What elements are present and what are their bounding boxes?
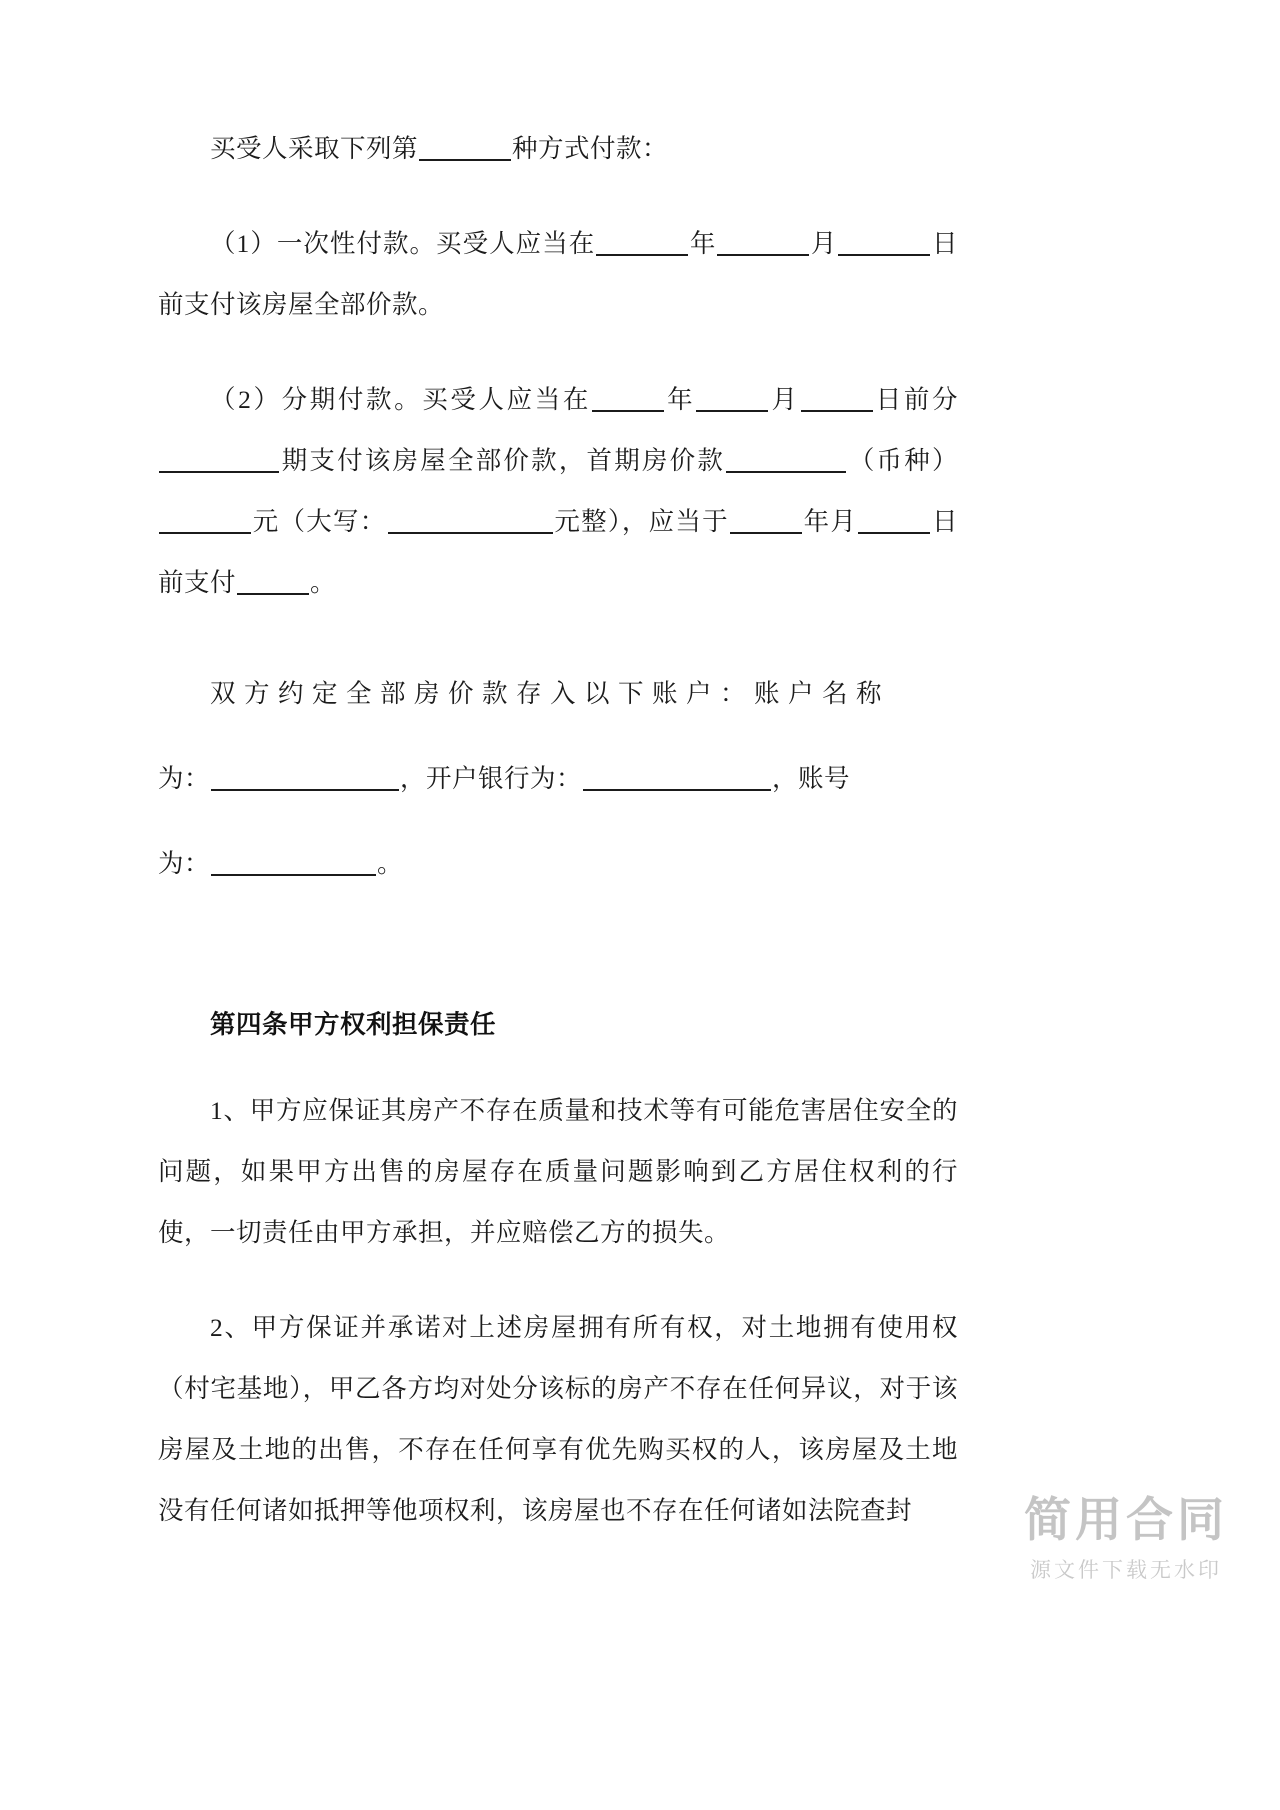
spacer [158, 359, 958, 369]
blank-item2-day[interactable] [801, 388, 873, 412]
item2-seg1: （2）分期付款。买受人应当在 [210, 385, 592, 414]
account-seg5: 为： [158, 849, 211, 878]
blank-item2-currency-amount[interactable] [159, 510, 251, 534]
account-seg1: 双方约定全部房价款存入以下账户：账户名称 [210, 679, 891, 708]
item2-seg3: 月 [769, 385, 800, 414]
blank-item2-year[interactable] [592, 388, 664, 412]
paragraph-item-1 [158, 213, 958, 335]
paragraph-payment-method [158, 118, 958, 179]
paragraph-account-line2 [158, 748, 958, 809]
spacer [158, 203, 958, 213]
spacer [158, 918, 958, 962]
payment-method-tail: 种方式付款： [512, 134, 669, 163]
paragraph-account-line3 [158, 833, 958, 894]
heading-article-4: 第四条甲方权利担保责任 [210, 1010, 497, 1039]
blank-account-name[interactable] [211, 767, 399, 791]
item1-seg4: 日 [931, 229, 958, 258]
item2-seg5: 分 [931, 385, 958, 414]
blank-payment-method-no[interactable] [419, 137, 511, 161]
blank-item1-day[interactable] [838, 232, 930, 256]
item1-seg3: 月 [810, 229, 838, 258]
item2-seg12: 月 [830, 507, 858, 536]
watermark [1024, 1492, 1228, 1588]
item2-seg6: 期支付该房屋全部价款，首期房价款 [280, 446, 726, 475]
watermark-tagline: 源文件下载无水印 [1030, 1559, 1222, 1582]
item2-seg7: （币 [847, 446, 905, 475]
item2-seg4: 日前 [873, 385, 932, 414]
blank-account-number[interactable] [211, 852, 376, 876]
blank-item1-month[interactable] [717, 232, 809, 256]
item2-seg14: 。 [310, 568, 337, 597]
document-body [158, 118, 958, 1565]
account-seg4: ，账号 [772, 764, 851, 793]
spacer [158, 637, 958, 663]
paragraph-item-2 [158, 369, 958, 613]
blank-item2-due-day[interactable] [858, 510, 930, 534]
account-seg6: 。 [377, 849, 404, 878]
item2-seg9: 元（大写： [252, 507, 387, 536]
item2-seg8: 种） [904, 446, 958, 475]
item1-seg2: 年 [689, 229, 717, 258]
blank-item2-due-year[interactable] [730, 510, 802, 534]
blank-account-bank[interactable] [583, 767, 771, 791]
paragraph-clause-1: 1、甲方应保证其房产不存在质量和技术等有可能危害居住安全的问题，如果甲方出售的房屋存在质量问题影响到乙方居住权利的行使，一切责任由甲方承担，并应赔偿乙方的损失。 [158, 1096, 958, 1247]
payment-method-lead: 买受人采取下列第 [210, 134, 419, 163]
paragraph-account-line1 [158, 663, 958, 724]
blank-item2-installments[interactable] [159, 449, 279, 473]
blank-item2-due-amount[interactable] [237, 571, 309, 595]
watermark-brand: 简用合同 [1024, 1493, 1228, 1546]
item1-seg5: 前支付该房屋全部价款。 [158, 290, 445, 319]
blank-item2-amount-words[interactable] [388, 510, 553, 534]
paragraph-clause-2: 2、甲方保证并承诺对上述房屋拥有所有权，对土地拥有使用权（村宅基地），甲乙各方均对处分该标的房产不存在任何异议，对于该房屋及土地的出售，不存在任何享有优先购买权的人，该房屋及土地没有任何诸如抵押等他项权利，该房屋也不存在任何诸如法院查封 [158, 1313, 958, 1525]
blank-item2-month[interactable] [696, 388, 768, 412]
account-seg2: 为： [158, 764, 211, 793]
item2-seg11: 年 [802, 507, 831, 536]
item1-seg1: （1）一次性付款。买受人应当在 [210, 229, 596, 258]
item2-seg10: 元整），应当于 [553, 507, 729, 536]
blank-item1-year[interactable] [596, 232, 688, 256]
blank-item2-first-amount[interactable] [726, 449, 846, 473]
account-seg3: ，开户银行为： [400, 764, 583, 793]
item2-seg13: 日前支付 [158, 507, 958, 597]
spacer [158, 1287, 958, 1297]
item2-seg2: 年 [665, 385, 696, 414]
